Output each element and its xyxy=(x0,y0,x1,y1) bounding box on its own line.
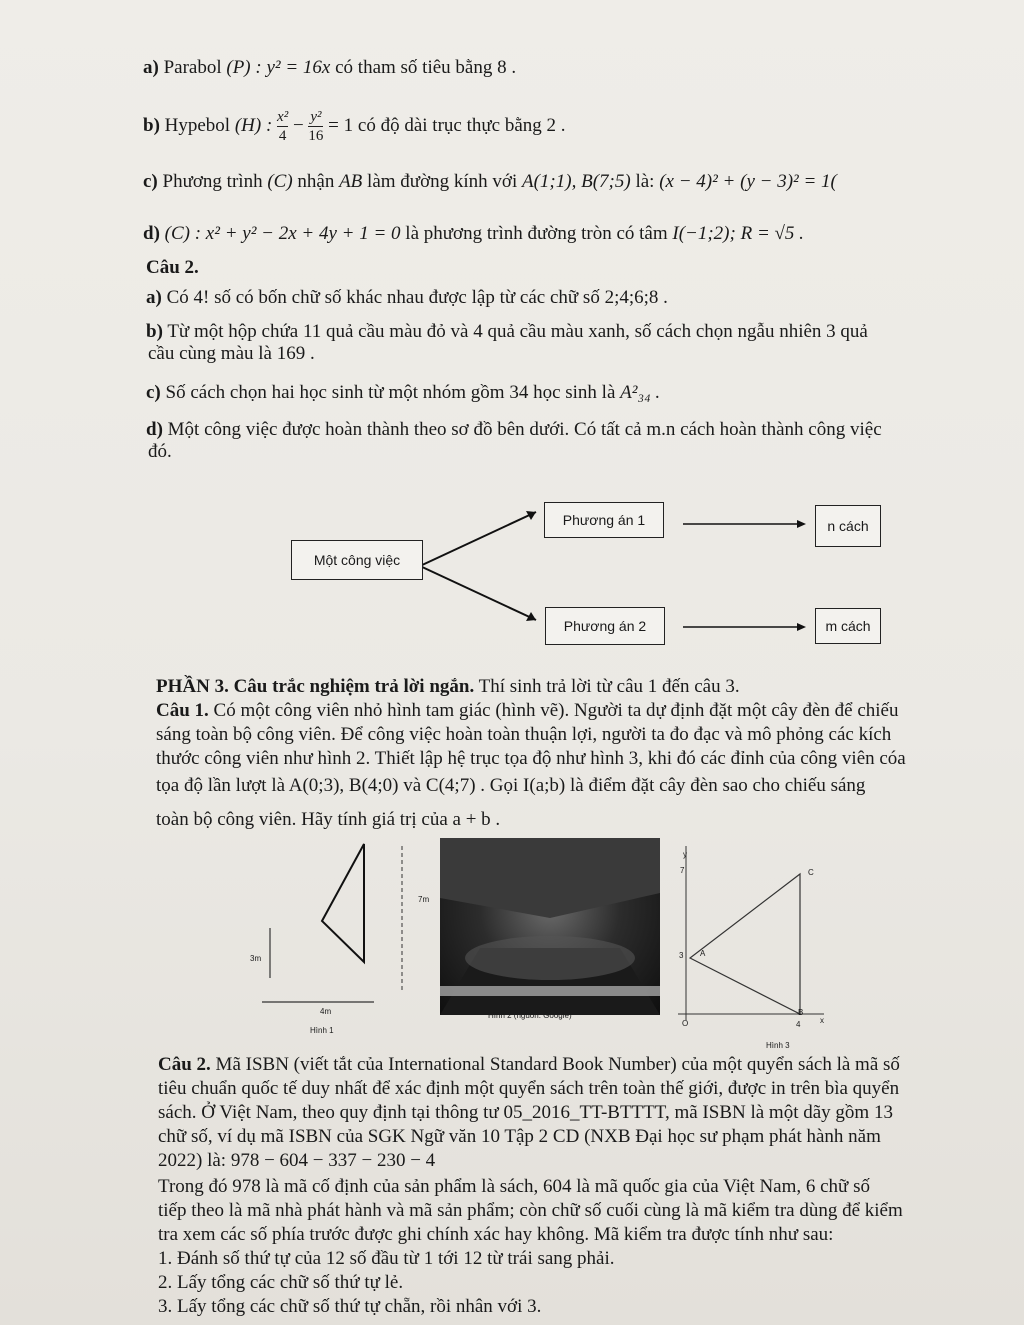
item-c: c) Phương trình (C) nhận AB làm đường kính với A(1;1), B(7;5) là: (x − 4)² + (y − 3)² = 1( xyxy=(143,171,837,192)
photo-fence xyxy=(440,986,660,996)
figure-2-photo xyxy=(440,838,660,1015)
q2-line3: sách. Ở Việt Nam, theo quy định tại thông tư 05_2016_TT-BTTTT, mã ISBN là một dãy gồm 13 xyxy=(158,1102,893,1123)
q2-line7: tiếp theo là mã nhà phát hành và mã sản phẩm; còn chữ số cuối cùng là mã kiểm tra dùng để kiểm xyxy=(158,1200,903,1221)
q2-line4: chữ số, ví dụ mã ISBN của SGK Ngữ văn 10 Tập 2 CD (NXB Đại học sư phạm phát hành năm xyxy=(158,1126,881,1147)
diagram-result2-box: m cách xyxy=(815,608,881,644)
cau2-item-a: a) Có 4! số có bốn chữ số khác nhau được lập từ các chữ số 2;4;6;8 . xyxy=(146,287,668,308)
diagram-result1-box: n cách xyxy=(815,505,881,547)
cau2-item-c: c) Số cách chọn hai học sinh từ một nhóm gồm 34 học sinh là A²₃₄ . xyxy=(146,382,661,403)
figure-1-drawing xyxy=(234,836,434,1036)
diagram-option2-box: Phương án 2 xyxy=(545,607,665,645)
fig3-label-A: A xyxy=(700,949,706,958)
connector-root-opt1 xyxy=(420,512,536,566)
cau2-item-d-line1: d) Một công việc được hoàn thành theo sơ đồ bên dưới. Có tất cả m.n cách hoàn thành công việc xyxy=(146,419,882,440)
part3-q1-line5: toàn bộ công viên. Hãy tính giá trị của a + b . xyxy=(156,809,501,830)
photo-placeholder xyxy=(440,838,660,1015)
fig3-caption: Hình 3 xyxy=(766,1041,790,1050)
part3-q1-line4: tọa độ lần lượt là A(0;3), B(4;0) và C(4;7) . Gọi I(a;b) là điểm đặt cây đèn sao cho chiếu sáng xyxy=(156,775,866,796)
q2-line5: 2022) là: 978 − 604 − 337 − 230 − 4 xyxy=(158,1150,436,1171)
fig1-label-7m: 7m xyxy=(418,895,430,904)
q2-step1: 1. Đánh số thứ tự của 12 số đầu từ 1 tới 12 từ trái sang phải. xyxy=(158,1248,615,1269)
fig3-label-B: B xyxy=(798,1008,804,1017)
fig3-label-3: 3 xyxy=(679,951,684,960)
diagram-option1-box: Phương án 1 xyxy=(544,502,664,538)
part3-q1-line2: sáng toàn bộ công viên. Để công việc hoàn toàn thuận lợi, người ta đo đạc và mô phỏng các kích xyxy=(156,724,892,745)
cau2-item-d-line2: đó. xyxy=(148,441,172,462)
q2-line6: Trong đó 978 là mã cố định của sản phẩm là sách, 604 là mã quốc gia của Việt Nam, 6 chữ số xyxy=(158,1176,870,1197)
q2-step3: 3. Lấy tổng các chữ số thứ tự chẵn, rồi nhân với 3. xyxy=(158,1296,542,1317)
part3-q1-line3: thước công viên như hình 2. Thiết lập hệ trục tọa độ như hình 3, khi đó các đỉnh của công viên cóa xyxy=(156,748,906,769)
fig3-label-O: O xyxy=(682,1019,689,1028)
fig1-label-3m: 3m xyxy=(250,954,262,963)
part3-q1-line1: Câu 1. Có một công viên nhỏ hình tam giác (hình vẽ). Người ta dự định đặt một cây đèn để chiếu xyxy=(156,700,899,721)
cau2-item-b-line2: cầu cùng màu là 169 . xyxy=(148,343,315,364)
figure-3-axes xyxy=(668,840,828,1030)
q2-line2: tiêu chuẩn quốc tế duy nhất để xác định một quyển sách trên toàn thế giới, được in trên bìa quyển xyxy=(158,1078,900,1099)
part3-heading: PHẦN 3. Câu trắc nghiệm trả lời ngắn. Thí sinh trả lời từ câu 1 đến câu 3. xyxy=(156,676,740,697)
item-a: a) Parabol (P) : y² = 16x có tham số tiêu bằng 8 . xyxy=(143,57,517,78)
photo-crowd xyxy=(465,936,635,980)
photo-sky xyxy=(440,838,660,918)
fig1-label-4m: 4m xyxy=(320,1007,332,1016)
item-d: d) (C) : x² + y² − 2x + 4y + 1 = 0 là phương trình đường tròn có tâm I(−1;2); R = √5 . xyxy=(143,223,804,244)
fraction-y2-16: $\frac{\text{y²}}{16}$ xyxy=(308,109,324,144)
fig3-label-y: y xyxy=(683,850,687,859)
cau2-item-b-line1: b) Từ một hộp chứa 11 quả cầu màu đỏ và 4 quả cầu màu xanh, số cách chọn ngẫu nhiên 3 quả xyxy=(146,321,868,342)
fig3-triangle xyxy=(690,874,800,1014)
fig2-caption: Hình 2 (nguồn: Google) xyxy=(488,1011,572,1020)
fig3-label-x: x xyxy=(820,1016,824,1025)
fig3-label-7: 7 xyxy=(680,866,685,875)
item-b: b) Hypebol (H) : $\frac{\text{x²}}{4}$ − $\frac{\text{y²}}{16}$ = 1 có độ dài trục thực bằng 2 . xyxy=(143,109,566,144)
diagram-root-box: Một công việc xyxy=(291,540,423,580)
q2-step2: 2. Lấy tổng các chữ số thứ tự lẻ. xyxy=(158,1272,404,1293)
arrowhead-result1 xyxy=(797,520,806,528)
connector-root-opt2 xyxy=(420,566,536,620)
q2-line1: Câu 2. Mã ISBN (viết tắt của International Standard Book Number) của một quyển sách là mã số xyxy=(158,1054,900,1075)
park-triangle xyxy=(322,844,364,962)
fig3-label-4: 4 xyxy=(796,1020,801,1029)
fig1-caption: Hình 1 xyxy=(310,1026,334,1035)
cau2-title: Câu 2. xyxy=(146,257,199,278)
fraction-x2-4: $\frac{\text{x²}}{4}$ xyxy=(277,109,289,144)
q2-line8: tra xem các số phía trước được ghi chính xác hay không. Mã kiểm tra được tính như sau: xyxy=(158,1224,834,1245)
fig3-label-C: C xyxy=(808,868,814,877)
arrowhead-result2 xyxy=(797,623,806,631)
